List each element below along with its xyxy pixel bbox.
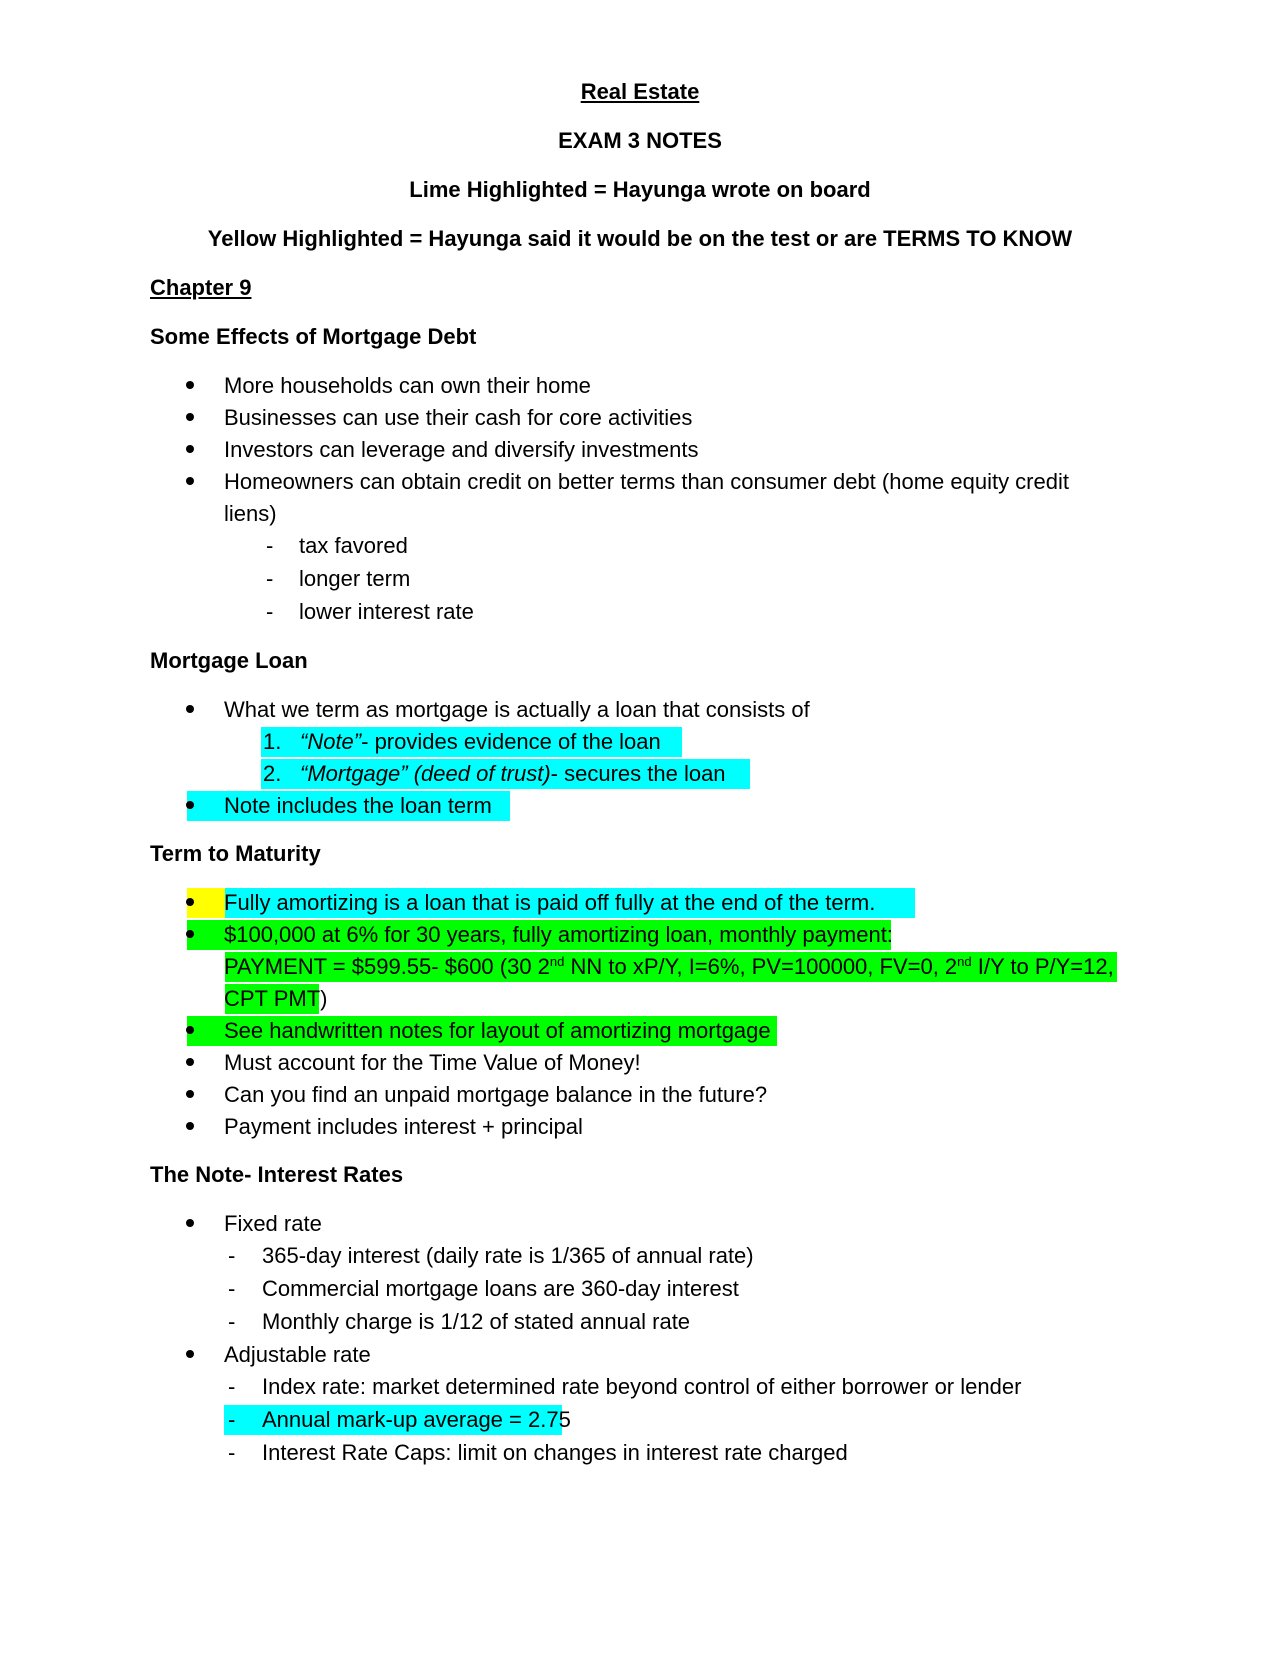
sub-item: - 365-day interest (daily rate is 1/365 of annual rate) <box>150 1240 1130 1273</box>
dash-icon: - <box>228 1309 236 1334</box>
dash-icon: - <box>266 566 274 591</box>
interest-rates-heading: The Note- Interest Rates <box>150 1162 404 1187</box>
sub-item: - Annual mark-up average = 2.75 <box>150 1404 1130 1437</box>
list-item: Businesses can use their cash for core activities <box>150 402 1130 434</box>
list-item: Adjustable rate <box>150 1339 1130 1371</box>
list-item: Investors can leverage and diversify investments <box>150 434 1130 466</box>
bullet-icon <box>186 1015 194 1047</box>
sub-item: - longer term <box>150 563 1130 596</box>
mortgage-loan-heading: Mortgage Loan <box>150 648 308 673</box>
sub-item: - Interest Rate Caps: limit on changes in interest rate charged <box>150 1437 1130 1470</box>
bullet-icon <box>186 466 194 498</box>
list-item: See handwritten notes for layout of amortizing mortgage <box>150 1015 1130 1047</box>
list-item-continued: CPT PMT) <box>150 983 1130 1015</box>
dash-icon: - <box>228 1276 236 1301</box>
mortgage-loan-list <box>150 694 1130 822</box>
numbered-item: 1. “Note”- provides evidence of the loan <box>150 726 1130 758</box>
list-item: $100,000 at 6% for 30 years, fully amortizing loan, monthly payment: <box>150 919 1130 951</box>
list-item: Can you find an unpaid mortgage balance in the future? <box>150 1079 1130 1111</box>
list-item: Must account for the Time Value of Money! <box>150 1047 1130 1079</box>
bullet-icon <box>186 1208 194 1240</box>
list-item: Note includes the loan term <box>150 790 1130 822</box>
term-heading: Term to Maturity <box>150 841 321 866</box>
dash-icon: - <box>228 1374 236 1399</box>
list-item: Payment includes interest + principal <box>150 1111 1130 1143</box>
list-item: What we term as mortgage is actually a loan that consists of <box>150 694 1130 726</box>
bullet-icon <box>186 370 194 402</box>
bullet-icon <box>186 887 194 919</box>
sub-item: - Monthly charge is 1/12 of stated annual rate <box>150 1306 1130 1339</box>
effects-list <box>150 370 1130 629</box>
bullet-icon <box>186 1047 194 1079</box>
list-item-continued: PAYMENT = $599.55- $600 (30 2nd NN to xP/Y, I=6%, PV=100000, FV=0, 2nd I/Y to P/Y=12, <box>150 951 1130 983</box>
doc-title: Real Estate <box>580 79 700 104</box>
dash-icon: - <box>228 1440 236 1465</box>
bullet-icon <box>186 1111 194 1143</box>
list-item: Fixed rate <box>150 1208 1130 1240</box>
chapter-heading: Chapter 9 <box>150 275 252 300</box>
term-list <box>150 887 1130 1143</box>
bullet-icon <box>186 790 194 822</box>
dash-icon: - <box>266 599 274 624</box>
bullet-icon <box>186 919 194 951</box>
bullet-icon <box>186 1079 194 1111</box>
doc-subtitle: EXAM 3 NOTES <box>558 128 722 153</box>
bullet-icon <box>186 694 194 726</box>
bullet-icon <box>186 402 194 434</box>
sub-item: - Index rate: market determined rate beyond control of either borrower or lender <box>150 1371 1130 1404</box>
sub-item: - Commercial mortgage loans are 360-day interest <box>150 1273 1130 1306</box>
legend-yellow: Yellow Highlighted = Hayunga said it would be on the test or are TERMS TO KNOW <box>207 226 1073 251</box>
list-item: More households can own their home <box>150 370 1130 402</box>
dash-icon: - <box>228 1407 236 1432</box>
list-item: Fully amortizing is a loan that is paid off fully at the end of the term. <box>150 887 1130 919</box>
sub-item: - tax favored <box>150 530 1130 563</box>
document-page <box>150 76 1130 1470</box>
bullet-icon <box>186 434 194 466</box>
bullet-icon <box>186 1339 194 1371</box>
dash-icon: - <box>228 1243 236 1268</box>
dash-icon: - <box>266 533 274 558</box>
list-item: Homeowners can obtain credit on better terms than consumer debt (home equity credit liens) <box>150 466 1130 530</box>
numbered-item: 2. “Mortgage” (deed of trust)- secures the loan <box>150 758 1130 790</box>
sub-item: - lower interest rate <box>150 596 1130 629</box>
legend-lime: Lime Highlighted = Hayunga wrote on board <box>409 177 871 202</box>
interest-rates-list <box>150 1208 1130 1470</box>
effects-heading: Some Effects of Mortgage Debt <box>150 324 477 349</box>
